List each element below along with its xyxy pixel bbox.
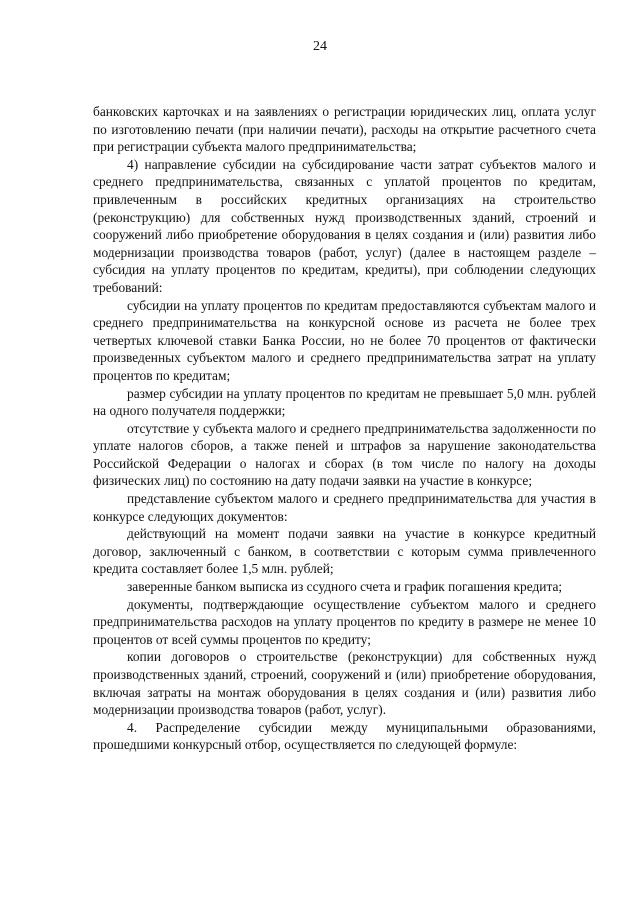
document-body	[93, 103, 596, 754]
paragraph: документы, подтверждающие осуществление субъектом малого и среднего предпринимательства расходов на уплату процентов по кредиту в размере не менее 10 процентов от всей суммы процентов по кредиту;	[93, 596, 596, 647]
page-number: 24	[313, 39, 327, 54]
paragraph: действующий на момент подачи заявки на участие в конкурсе кредитный договор, заключенный с банком, в соответствии с которым сумма привлеченного кредита составляет более 1,5 млн. рублей;	[93, 526, 596, 577]
paragraph: заверенные банком выписка из ссудного счета и график погашения кредита;	[127, 579, 563, 595]
paragraph: 4) направление субсидии на субсидирование части затрат субъектов малого и среднего предпринимательства, связанных с уплатой процентов по кредитам, привлеченным в российских кредитных организациях на строительство (реконструкцию) для собственных нужд производственных зданий, строений и сооружений либо приобретение оборудования в целях создания и (или) развития либо модернизации производства товаров (работ, услуг) (далее в настоящем разделе – субсидия на уплату процентов по кредитам, кредиты), при соблюдении следующих требований:	[93, 156, 596, 295]
paragraph: субсидии на уплату процентов по кредитам предоставляются субъектам малого и среднего предпринимательства на конкурсной основе из расчета не более трех четвертых ключевой ставки Банка России, но не более 70 процентов от фактически произведенных субъектом малого и среднего предпринимательства затрат на уплату процентов по кредитам;	[93, 297, 596, 383]
paragraph: размер субсидии на уплату процентов по кредитам не превышает 5,0 млн. рублей на одного получателя поддержки;	[93, 385, 596, 419]
paragraph: банковских карточках и на заявлениях о регистрации юридических лиц, оплата услуг по изготовлению печати (при наличии печати), расходы на открытие расчетного счета при регистрации субъекта малого предпринимательства;	[93, 104, 596, 155]
paragraph: 4. Распределение субсидии между муниципальными образованиями, прошедшими конкурсный отбор, осуществляется по следующей формуле:	[93, 719, 596, 753]
paragraph: отсутствие у субъекта малого и среднего предпринимательства задолженности по уплате налогов сборов, а также пеней и штрафов за нарушение законодательства Российской Федерации о налогах и сборах (в том числе по налогу на доходы физических лиц) по состоянию на дату подачи заявки на участие в конкурсе;	[93, 420, 596, 489]
paragraph: представление субъектом малого и среднего предпринимательства для участия в конкурсе следующих документов:	[93, 491, 596, 524]
paragraph: копии договоров о строительстве (реконструкции) для собственных нужд производственных зданий, строений, сооружений и (или) приобретение оборудования, включая затраты на монтаж оборудования в целях создания и (или) развития либо модернизации производства товаров (работ, услуг).	[93, 649, 596, 718]
